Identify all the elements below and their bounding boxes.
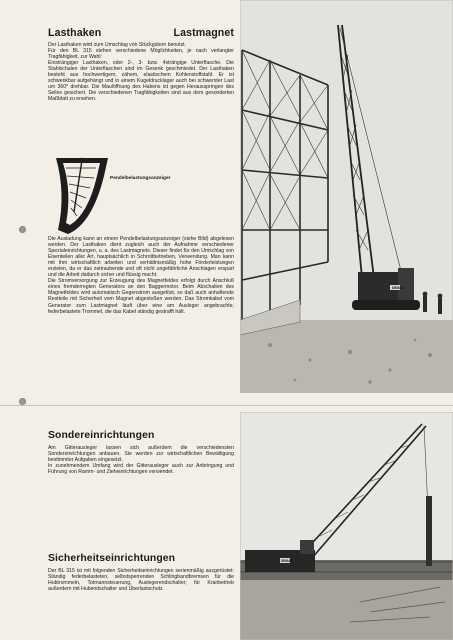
lasthaken-section — [48, 27, 234, 102]
punch-hole — [19, 226, 26, 233]
pendel-gauge-figure — [52, 154, 112, 236]
sonder-paragraph-1: Am Gitterausleger lassen sich außerdem die verschiedensten Sondereinrichtungen anbauen. Sie werden zur wirtschaftlichen Bewältigung bestimmter Aufgaben eingesetzt. — [48, 445, 234, 464]
sonder-paragraph-2: In zunehmendem Umfang wird der Gitterausleger auch zur Anbringung und Führung von Ramm- und Zieheinrichtungen verwendet. — [48, 463, 234, 476]
lasthaken-title: Lasthaken — [48, 27, 102, 39]
lasthaken-paragraph-1: Der Lasthaken wird zum Umschlag von Stückgütern benutzt. — [48, 42, 187, 48]
crane-photo-bottom — [240, 412, 453, 640]
lastmagnet-title: Lastmagnet — [173, 27, 234, 39]
lastmagnet-section — [48, 236, 234, 315]
ramming-crane-image — [240, 412, 453, 640]
sonder-title: Sondereinrichtungen — [48, 430, 155, 441]
sonder-section — [48, 430, 234, 475]
crawler-crane-image — [240, 0, 453, 393]
crane-photo-top — [240, 0, 453, 393]
lasthaken-paragraph-3: Einsträngiger Lasthaken, oder 2-, 3- bzw. 4strängige Unterflasche. Die Stahlschalen der Unterflaschen sind im Gesenk geschmiedet. Der Lasthaken besteht aus hochwertigem, zähem, elastischem Kohlenstoffstahl. Er ist schwenkbar aufgehängt und in einem Kugeldrucklager auch bei schwerster Last um 360° drehbar. Die Maulöffnung des Hakens ist gegen Herausspringen des Seiles gesichert. Die verschiedenen Tragfähigkeiten sind aus dem gesonderten Maßblatt zu ersehen. — [48, 60, 234, 103]
punch-hole — [19, 398, 26, 405]
section-divider — [0, 405, 453, 406]
pendel-gauge-icon — [52, 154, 112, 236]
machine-label: DEMAG — [392, 286, 404, 290]
lasthaken-paragraph-2: Für den BL 315 stehen verschiedene Möglichkeiten, je nach verlangter Tragfähigkeit, zur Wahl: — [48, 48, 234, 61]
section-title-row — [48, 27, 234, 39]
lastmagnet-paragraph-2: Die Stromversorgung zur Erzeugung des Magnetfeldes erfolgt durch Anschluß eines fremderregten Generators an den Baggermotor. Beim Abschalten des Magnetfeldes wird automatisch Gegenstrom ausgelöst, so daß auch anhaftende Restteile mit Sicherheit vom Magnet abgestoßen werden. Das Stromkabel vom Generator zum Lastmagnet läuft über eine am Ausleger angebrachte, federbelastete Trommel, die das Kabel ständig gestrafft hält. — [48, 278, 234, 315]
sicher-title: Sicherheitseinrichtungen — [48, 553, 176, 564]
machine-label: DEMAG — [281, 559, 293, 563]
pendel-gauge-label: Pendelbelastungsanzeiger — [110, 176, 171, 181]
lastmagnet-paragraph-1: Die Ausladung kann an einem Pendelbelastungsanzeiger (siehe Bild) abgelesen werden. Der Lasthaken dient zugleich auch der Aufnahme verschiedener Spezialeinrichtungen, u. a. des Lastmagnets. Dieser findet für den Umschlag von Eisenteilen aller Art, hauptsächlich in Schrottbetrieben, Verwendung. Man kann mit ihm wirtschaftlich arbeiten und verhältnismäßig hohe Förderleistungen erzielen, da er das zeitraubende und oft nicht ungefährliche Anschlagen erspart und die Arbeit dadurch sicher und flüssig macht. — [48, 236, 234, 279]
sicher-section — [48, 553, 234, 592]
sicher-paragraph-1: Der BL 315 ist mit folgenden Sicherheitseinrichtungen serienmäßig ausgerüstet: Ständig federbelasteten, selbstsperrenden Schlingbandbremsen für die Hubtrommeln, Totmannsteuerung, Auslegerendschalter; für Kranbetrieb außerdem mit Hubendschalter und Überlastschutz. — [48, 568, 234, 593]
